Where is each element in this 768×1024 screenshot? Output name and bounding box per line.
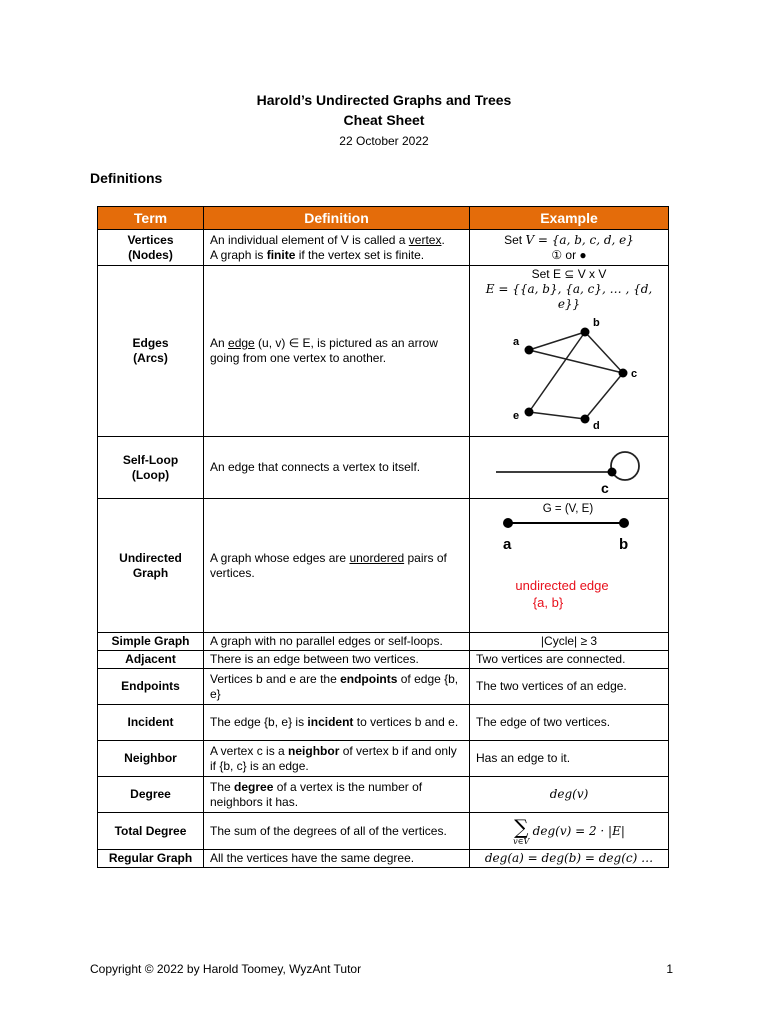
term-cell: Adjacent <box>98 651 204 669</box>
definition-cell <box>204 499 470 633</box>
node-label-e: e <box>513 410 520 422</box>
term-label-line2: Graph <box>132 565 169 580</box>
def-text: The <box>210 779 235 794</box>
example-cell: deg(a) = deg(b) = deg(c) … <box>470 850 669 868</box>
definition-cell <box>204 741 470 777</box>
table-row <box>98 813 669 850</box>
example-cell: The two vertices of an edge. <box>470 669 669 705</box>
def-text: A graph is <box>210 247 267 262</box>
definition-cell: All the vertices have the same degree. <box>204 850 470 868</box>
term-alias: (Arcs) <box>133 351 168 365</box>
def-text: pairs of vertices. <box>210 550 447 580</box>
def-keyword: finite <box>266 247 296 262</box>
table-row <box>98 705 669 741</box>
document-title: Harold’s Undirected Graphs and Trees <box>256 92 512 108</box>
def-text: The edge {b, e} is <box>210 715 308 729</box>
table-row <box>98 230 669 266</box>
summation-index: v∈V <box>513 836 530 846</box>
table-row <box>98 633 669 651</box>
def-text: A graph whose edges are <box>210 550 350 565</box>
table-row <box>98 741 669 777</box>
example-text: Set E ⊆ V x V <box>531 267 607 281</box>
definition-cell: There is an edge between two vertices. <box>204 651 470 669</box>
def-keyword: endpoints <box>340 671 398 686</box>
self-loop-diagram <box>484 440 654 496</box>
term-cell <box>98 230 204 266</box>
definition-cell <box>204 230 470 266</box>
vertex-symbols: ① or ● <box>551 247 587 262</box>
node-label-a: a <box>513 336 520 348</box>
node-label-d: d <box>593 420 600 432</box>
def-keyword: edge <box>228 336 255 350</box>
term-label: Self-Loop <box>122 452 179 467</box>
def-text: (u, v) ∈ E, is pictured as an arrow going from one vertex to another. <box>210 336 438 365</box>
def-keyword: neighbor <box>288 743 340 758</box>
table-row <box>98 437 669 499</box>
def-text: to vertices b and e. <box>353 715 459 729</box>
def-text: of a vertex is the number of neighbors it has. <box>210 779 423 809</box>
example-cell <box>470 230 669 266</box>
term-label: Vertices <box>127 232 174 247</box>
header-term: Term <box>98 207 204 230</box>
page-number: 1 <box>666 962 673 976</box>
term-cell: Incident <box>98 705 204 741</box>
example-cell <box>470 499 669 633</box>
math-expression: V = {a, b, c, d, e} <box>525 232 634 247</box>
term-cell: Neighbor <box>98 741 204 777</box>
example-cell: deg(v) <box>470 777 669 813</box>
table-row <box>98 499 669 633</box>
def-text: A vertex c is a <box>210 743 289 758</box>
term-cell <box>98 437 204 499</box>
table-row <box>98 266 669 437</box>
definition-cell <box>204 266 470 437</box>
def-text: Vertices b and e are the <box>210 671 341 686</box>
graph-notation: G = (V, E) <box>542 503 594 515</box>
table-row <box>98 669 669 705</box>
table-row <box>98 850 669 868</box>
footer-copyright: Copyright © 2022 by Harold Toomey, WyzAnt Tutor <box>90 962 362 976</box>
term-cell: Total Degree <box>98 813 204 850</box>
header-example: Example <box>470 207 669 230</box>
def-text: An <box>210 336 229 350</box>
summation-sign: ∑ <box>514 814 529 839</box>
example-text: Set <box>504 232 526 247</box>
document-subtitle: Cheat Sheet <box>343 112 425 128</box>
header-definition: Definition <box>204 207 470 230</box>
example-cell: The edge of two vertices. <box>470 705 669 741</box>
def-keyword: degree <box>234 779 274 794</box>
def-keyword: vertex <box>408 232 442 247</box>
definition-cell <box>204 669 470 705</box>
node-label-c: c <box>631 368 638 380</box>
vertex-a-label: a <box>503 536 512 553</box>
term-alias: (Loop) <box>131 467 170 482</box>
undirected-edge-diagram <box>470 499 667 631</box>
definition-cell <box>204 705 470 741</box>
example-cell: |Cycle| ≥ 3 <box>470 633 669 651</box>
edge-caption: undirected edge <box>515 578 609 593</box>
example-cell: Has an edge to it. <box>470 741 669 777</box>
definition-cell <box>204 777 470 813</box>
example-cell <box>470 266 669 437</box>
def-text: . <box>441 232 445 247</box>
def-text: of edge {b, e} <box>210 671 459 701</box>
definitions-table <box>97 206 669 868</box>
term-alias: (Nodes) <box>128 247 173 262</box>
term-cell: Regular Graph <box>98 850 204 868</box>
definition-cell: A graph with no parallel edges or self-loops. <box>204 633 470 651</box>
math-expression: E = {{a, b}, {a, c}, … , {d, e}} <box>485 282 653 311</box>
table-row <box>98 777 669 813</box>
example-cell: Two vertices are connected. <box>470 651 669 669</box>
section-title: Definitions <box>90 170 163 186</box>
def-text: of vertex b if and only if {b, c} is an edge. <box>210 743 457 773</box>
example-cell <box>470 437 669 499</box>
example-cell <box>470 813 669 850</box>
term-cell <box>98 266 204 437</box>
table-header-row <box>98 207 669 230</box>
node-label-b: b <box>593 317 600 329</box>
vertex-b-label: b <box>619 536 629 553</box>
table-row <box>98 651 669 669</box>
def-text: if the vertex set is finite. <box>295 247 425 262</box>
def-keyword: incident <box>307 715 354 729</box>
math-expression: deg(v) = 2 · |E| <box>532 823 625 838</box>
term-label: Edges <box>132 336 169 350</box>
def-keyword: unordered <box>349 550 405 565</box>
term-cell: Endpoints <box>98 669 204 705</box>
def-text: An individual element of V is called a <box>210 232 409 247</box>
term-cell: Degree <box>98 777 204 813</box>
loop-node-label: c <box>601 479 609 496</box>
definition-cell: An edge that connects a vertex to itself. <box>204 437 470 499</box>
term-cell <box>98 499 204 633</box>
term-label: Undirected <box>119 550 182 565</box>
term-cell: Simple Graph <box>98 633 204 651</box>
definition-cell: The sum of the degrees of all of the vertices. <box>204 813 470 850</box>
edge-graph-diagram <box>499 314 639 434</box>
document-date: 22 October 2022 <box>339 134 429 148</box>
edge-set-caption: {a, b} <box>532 595 564 610</box>
